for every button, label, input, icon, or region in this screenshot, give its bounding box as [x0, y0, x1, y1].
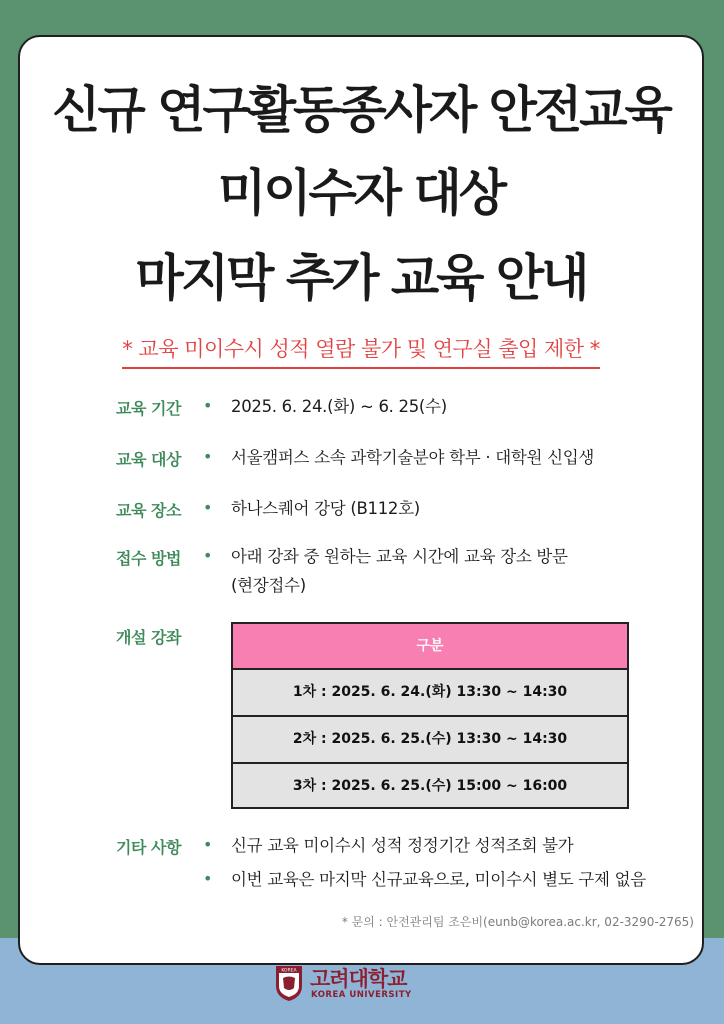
info-value: 하나스퀘어 강당 (B112호)	[231, 499, 420, 518]
title-line-2: 미이수자 대상	[217, 164, 505, 222]
table-row: 2차 : 2025. 6. 25.(수) 13:30 ~ 14:30	[233, 717, 627, 764]
bullet-icon: •	[203, 396, 213, 415]
notice-card	[18, 35, 704, 965]
bullet-icon: •	[203, 498, 213, 517]
title-line-1: 신규 연구활동종사자 안전교육	[52, 81, 670, 139]
warning-notice	[20, 333, 702, 369]
info-value: 2025. 6. 24.(화) ~ 6. 25(수)	[231, 397, 447, 416]
other-label: 기타 사항	[116, 838, 181, 857]
info-label: 교육 대상	[116, 450, 181, 469]
seal-text: KOREA	[281, 968, 297, 974]
other-item: 신규 교육 미이수시 성적 정정기간 성적조회 불가	[231, 836, 574, 855]
logo-english-text: KOREA UNIVERSITY	[311, 990, 412, 1000]
other-item: 이번 교육은 마지막 신규교육으로, 미이수시 별도 구제 없음	[231, 870, 646, 889]
table-row: 3차 : 2025. 6. 25.(수) 15:00 ~ 16:00	[292, 778, 568, 794]
bullet-icon: •	[203, 546, 213, 565]
korea-university-logo	[274, 962, 454, 1006]
info-label: 교육 기간	[116, 399, 181, 418]
bullet-icon: •	[203, 835, 213, 854]
info-value-line-1: 아래 강좌 중 원하는 교육 시간에 교육 장소 방문	[231, 547, 568, 566]
info-value: 서울캠퍼스 소속 과학기술분야 학부 · 대학원 신입생	[231, 448, 595, 467]
warning-text: * 교육 미이수시 성적 열람 불가 및 연구실 출입 제한 *	[122, 333, 599, 369]
sessions-table-header: 구분	[233, 624, 627, 670]
info-label: 접수 방법	[116, 549, 181, 568]
logo-korean-text: 고려대학교	[310, 967, 407, 991]
university-seal-icon	[274, 964, 304, 1002]
info-label: 교육 장소	[116, 501, 181, 520]
sessions-table	[231, 622, 629, 809]
contact-info: * 문의 : 안전관리팀 조은비(eunb@korea.ac.kr, 02-3290-2765)	[341, 915, 694, 929]
title-line-3: 마지막 추가 교육 안내	[135, 249, 587, 307]
bullet-icon: •	[203, 447, 213, 466]
sessions-label: 개설 강좌	[116, 628, 181, 647]
table-row: 1차 : 2025. 6. 24.(화) 13:30 ~ 14:30	[233, 670, 627, 717]
bullet-icon: •	[203, 869, 213, 888]
info-value-line-2: (현장접수)	[231, 576, 306, 595]
